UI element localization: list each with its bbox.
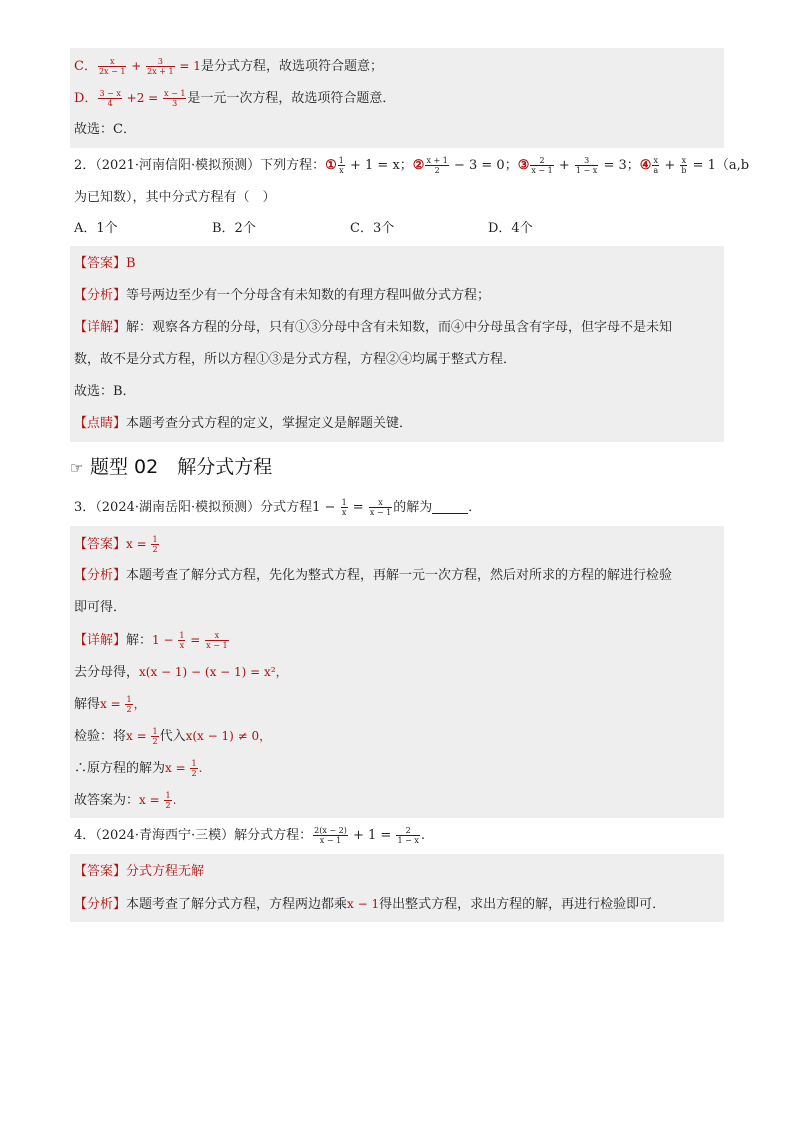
section-title-text: 题型 02 解分式方程 bbox=[90, 456, 273, 478]
q3-step3-mid: 代入 bbox=[159, 729, 186, 744]
q3-step3 bbox=[74, 720, 720, 752]
q2-analysis bbox=[74, 280, 720, 312]
q2-equations: ① $\frac{1}{x}$ + 1 = x；② $\frac{x + 1}{2}$ − 3 = 0；③ $\frac{2}{x - 1}$ + $\frac{3}{1 - x}$ = 3；④ $\frac{x}{a}$ + $\frac{x}{b}$ = 1（a,b bbox=[325, 156, 750, 175]
option-d-equation: $\frac{3 - x}{4}$ +2 = $\frac{x - 1}{3}$ bbox=[99, 89, 186, 108]
q3-step4-expr: x = $\frac{1}{2}$ . bbox=[165, 759, 203, 778]
q3-stem-prefix: 3．（2024·湖南岳阳·模拟预测）分式方程 bbox=[74, 500, 313, 515]
q3-step3-expr: x(x − 1) ≠ 0， bbox=[185, 729, 272, 743]
q3-detail bbox=[74, 624, 720, 656]
q3-step4-label: ∴原方程的解为 bbox=[74, 761, 166, 776]
q1-conclusion: 故选：C． bbox=[74, 122, 136, 137]
option-d-text: 是一元一次方程，故选项符合题意． bbox=[187, 91, 396, 106]
q2-option-d: D．4个 bbox=[488, 221, 533, 236]
q3-step3-value: x = $\frac{1}{2}$ bbox=[126, 727, 158, 746]
q2-comment bbox=[74, 408, 720, 440]
q2-analysis-text: 等号两边至少有一个分母含有未知数的有理方程叫做分式方程； bbox=[126, 288, 491, 303]
q3-stem-suffix: 的解为 bbox=[393, 500, 433, 515]
q3-step1-label: 去分母得， bbox=[74, 665, 140, 680]
q2-option-a: A．1个 bbox=[74, 221, 118, 236]
q3-detail-prefix: 解： bbox=[126, 633, 153, 648]
q2-stem-line2: 为已知数），其中分式方程有（ ） bbox=[74, 190, 276, 205]
comment-tag: 【点睛】 bbox=[74, 416, 127, 431]
q2-conclusion: 故选：B． bbox=[74, 384, 136, 399]
q2-option-c: C．3个 bbox=[350, 221, 395, 236]
q4-analysis bbox=[74, 888, 720, 920]
q3-stem bbox=[70, 490, 724, 526]
q4-equation: $\frac{2(x - 2)}{x - 1}$ + 1 = $\frac{2}{1 - x}$ . bbox=[314, 826, 425, 845]
q3-detail-equation: 1 − $\frac{1}{x}$ = $\frac{x}{x - 1}$ bbox=[152, 631, 228, 650]
q3-step5-label: 故答案为： bbox=[74, 793, 140, 808]
q2-options bbox=[74, 214, 720, 244]
q4-analysis-expr: x − 1 bbox=[347, 897, 380, 911]
analysis-tag: 【分析】 bbox=[74, 568, 127, 583]
q3-step2-expr: x = $\frac{1}{2}$ ， bbox=[100, 695, 146, 714]
q2-comment-text: 本题考查分式方程的定义，掌握定义是解题关键． bbox=[126, 416, 413, 431]
option-c-label: C． bbox=[74, 59, 97, 74]
q2-stem bbox=[70, 148, 750, 246]
q3-solution bbox=[70, 526, 724, 818]
q4-answer bbox=[74, 856, 720, 888]
answer-tag: 【答案】 bbox=[74, 864, 127, 879]
q3-stem-line: 3．（2024·湖南岳阳·模拟预测）分式方程1 − $\frac{1}{x}$ = $\frac{x}{x - 1}$ 的解为 ． bbox=[74, 498, 482, 517]
answer-blank bbox=[432, 501, 468, 514]
q3-step1-expr: x(x − 1) − (x − 1) = x²， bbox=[139, 665, 288, 679]
page bbox=[70, 48, 750, 922]
q3-analysis-1 bbox=[74, 560, 720, 592]
q3-step2 bbox=[74, 688, 720, 720]
q3-step5-expr: x = $\frac{1}{2}$ . bbox=[139, 791, 177, 810]
section-heading bbox=[70, 450, 724, 484]
q2-detail-2: 数，故不是分式方程，所以方程①③是分式方程，方程②④均属于整式方程． bbox=[74, 352, 517, 367]
q3-step5 bbox=[74, 784, 720, 816]
q2-solution bbox=[70, 246, 724, 442]
analysis-tag: 【分析】 bbox=[74, 288, 127, 303]
q3-step4 bbox=[74, 752, 720, 784]
answer-tag: 【答案】 bbox=[74, 256, 127, 271]
q2-option-b: B．2个 bbox=[212, 221, 256, 236]
option-c-line bbox=[74, 50, 720, 82]
detail-tag: 【详解】 bbox=[74, 633, 127, 648]
q3-analysis-2: 即可得． bbox=[74, 600, 127, 615]
q2-stem-line1 bbox=[74, 150, 750, 182]
q4-solution bbox=[70, 854, 724, 922]
q3-answer-value: x = $\frac{1}{2}$ bbox=[126, 535, 158, 554]
q4-answer-value: 分式方程无解 bbox=[126, 864, 205, 879]
option-c-equation: $\frac{x}{2x - 1}$ + $\frac{3}{2x + 1}$ = 1 bbox=[98, 57, 201, 76]
q2-stem-prefix: 2．（2021·河南信阳·模拟预测）下列方程： bbox=[74, 158, 326, 173]
q4-stem bbox=[70, 818, 724, 854]
option-c-text: 是分式方程，故选项符合题意； bbox=[200, 59, 383, 74]
q2-answer bbox=[74, 248, 720, 280]
q4-stem-prefix: 4．（2024·青海西宁·三模）解分式方程： bbox=[74, 828, 313, 843]
q2-detail-1 bbox=[74, 312, 720, 344]
q2-answer-value: B bbox=[126, 256, 136, 271]
analysis-tag: 【分析】 bbox=[74, 897, 127, 912]
q4-stem-line bbox=[74, 820, 720, 852]
q1-solution-tail bbox=[70, 48, 724, 148]
option-d-line bbox=[74, 82, 720, 114]
q4-analysis-prefix: 本题考查了解分式方程，方程两边都乘 bbox=[126, 897, 348, 912]
q3-step1 bbox=[74, 656, 720, 688]
option-d-label: D． bbox=[74, 91, 98, 106]
q2-detail-text-1: 解：观察各方程的分母，只有①③分母中含有未知数，而④中分母虽含有字母，但字母不是未知 bbox=[126, 320, 673, 335]
q3-analysis-text: 本题考查了解分式方程，先化为整式方程，再解一元一次方程，然后对所求的方程的解进行检验 bbox=[126, 568, 673, 583]
q3-answer bbox=[74, 528, 720, 560]
detail-tag: 【详解】 bbox=[74, 320, 127, 335]
q3-step3-label: 检验：将 bbox=[74, 729, 127, 744]
q3-equation: 1 − $\frac{1}{x}$ = $\frac{x}{x - 1}$ bbox=[312, 498, 392, 517]
q3-step2-label: 解得 bbox=[74, 697, 101, 712]
q4-analysis-suffix: 得出整式方程，求出方程的解，再进行检验即可． bbox=[379, 897, 666, 912]
pointing-hand-icon: ☞ bbox=[70, 459, 84, 477]
answer-tag: 【答案】 bbox=[74, 537, 127, 552]
